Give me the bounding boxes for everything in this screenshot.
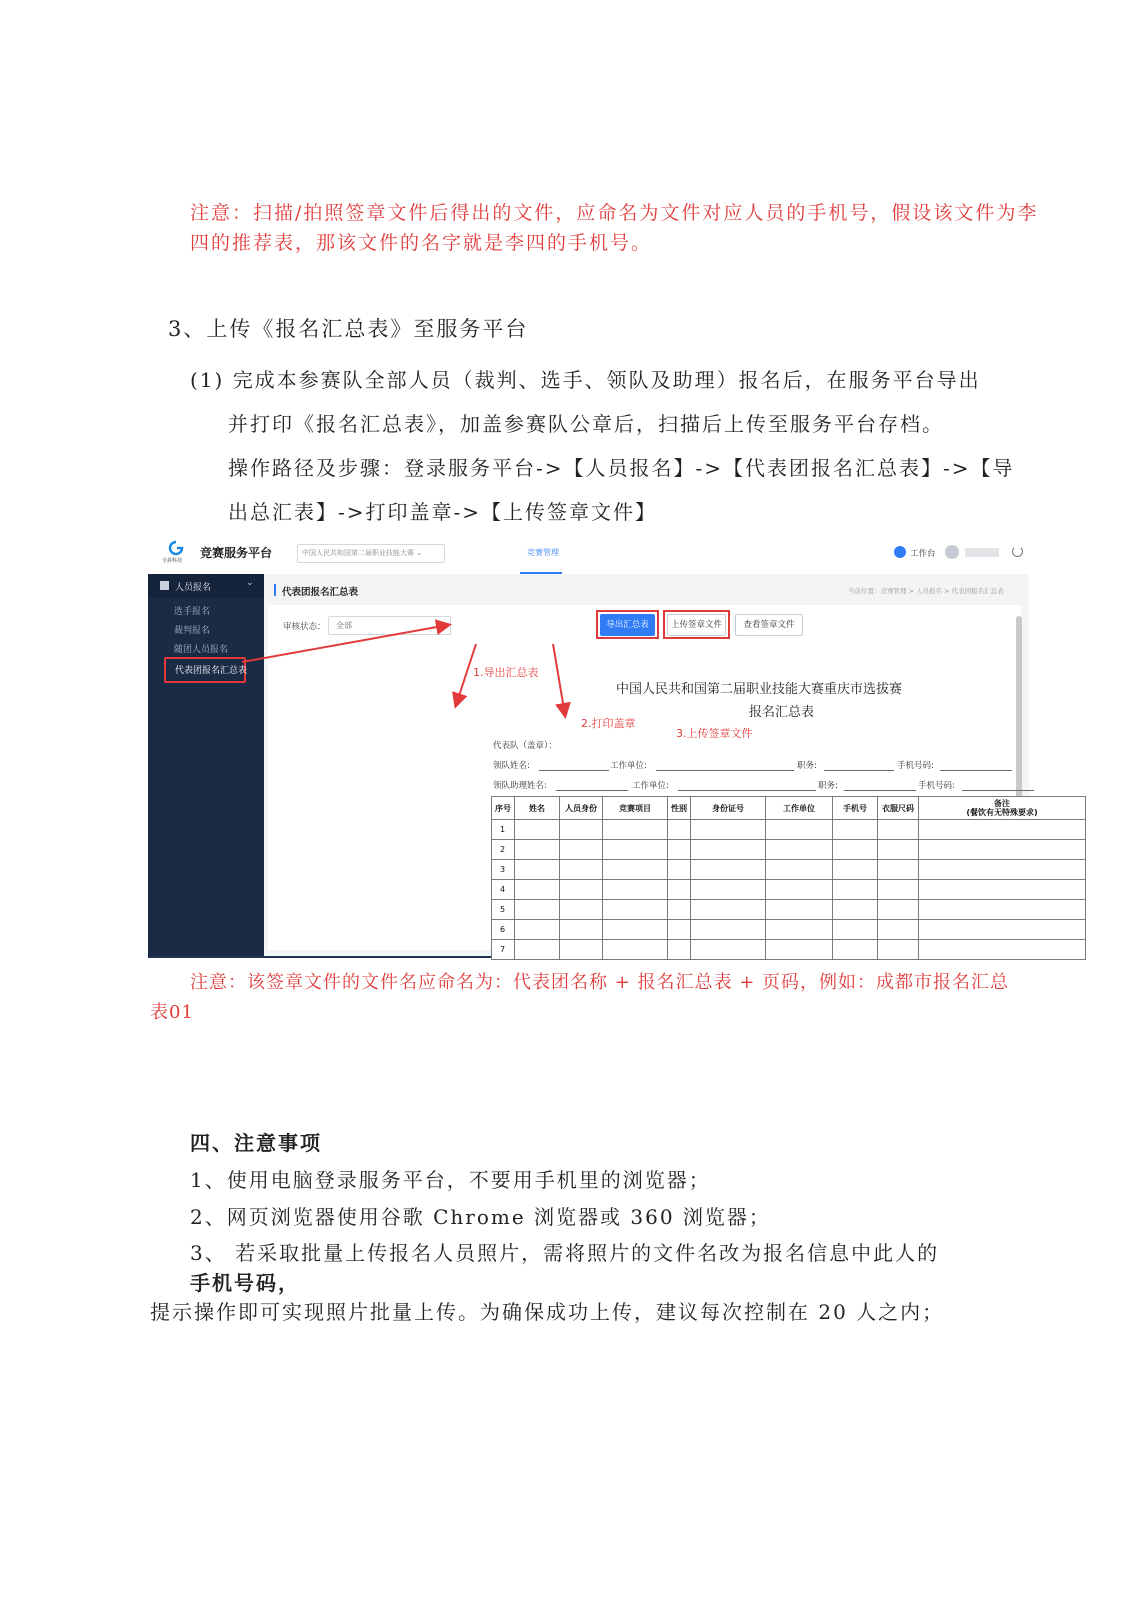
- col-header: 手机号: [833, 797, 878, 820]
- status-select[interactable]: 全部: [328, 616, 451, 635]
- assistant-phone-label: 手机号码:: [918, 781, 955, 791]
- leader-position-label: 职务:: [797, 761, 817, 771]
- sidebar-item-staff[interactable]: 随团人员报名: [174, 645, 229, 655]
- row-index: 6: [492, 920, 515, 940]
- upload-signed-button[interactable]: 上传签章文件: [667, 614, 726, 636]
- leader-phone-label: 手机号码:: [897, 761, 934, 771]
- form-subtitle: 报名汇总表: [749, 705, 815, 720]
- org-select[interactable]: 中国人民共和国第二届职业技能大赛 ⌄: [297, 544, 445, 563]
- note1-line1: 注意：扫描/拍照签章文件后得出的文件，应命名为文件对应人员的手机号，假设该文件为李: [190, 202, 1039, 224]
- annotation-export: 1.导出汇总表: [473, 666, 539, 679]
- section3-heading: 3、上传《报名汇总表》至服务平台: [168, 317, 529, 341]
- section3-line3: 操作路径及步骤：登录服务平台->【人员报名】->【代表团报名汇总表】->【导: [228, 456, 1015, 480]
- leader-unit-label: 工作单位:: [610, 761, 647, 771]
- sidebar-item-summary[interactable]: 代表团报名汇总表: [175, 666, 248, 676]
- arrow-to-export: [242, 625, 448, 662]
- note1-line2: 四的推荐表，那该文件的名字就是李四的手机号。: [190, 232, 653, 254]
- sidebar-group-label: 人员报名: [175, 583, 212, 593]
- section4-item1: 1、使用电脑登录服务平台，不要用手机里的浏览器；: [190, 1168, 711, 1192]
- arrows-overlay: [148, 532, 1029, 956]
- logo-subtitle: 全拼科技: [162, 558, 183, 564]
- col-header: 工作单位: [766, 797, 833, 820]
- form-title: 中国人民共和国第二届职业技能大赛重庆市选拔赛: [616, 682, 903, 697]
- workbench-label[interactable]: 工作台: [910, 549, 936, 559]
- section4-item2: 2、网页浏览器使用谷歌 Chrome 浏览器或 360 浏览器；: [190, 1205, 771, 1229]
- row-index: 5: [492, 900, 515, 920]
- platform-title: 竞赛服务平台: [200, 546, 273, 560]
- note2-line2: 表01: [150, 1002, 194, 1023]
- col-header-remark: 备注 (餐饮有无特殊要求): [919, 797, 1086, 820]
- section4-item3-b: 手机号码，: [190, 1271, 300, 1295]
- arrow-to-upload: [553, 644, 565, 715]
- note2-line1: 注意：该签章文件的文件名应命名为：代表团名称 + 报名汇总表 + 页码，例如：成都市报名汇总: [190, 972, 1010, 993]
- section4-item3-a: 3、 若采取批量上传报名人员照片，需将照片的文件名改为报名信息中此人的: [190, 1241, 940, 1265]
- col-header: 序号: [492, 797, 515, 820]
- nav-tab-competition[interactable]: 竞赛管理: [527, 548, 559, 557]
- row-index: 1: [492, 820, 515, 840]
- col-header: 人员身份: [560, 797, 603, 820]
- assistant-name-label: 领队助理姓名:: [493, 781, 547, 791]
- row-index: 2: [492, 840, 515, 860]
- leader-name-label: 领队姓名:: [493, 761, 530, 771]
- section3-line4: 出总汇表】->打印盖章->【上传签章文件】: [228, 500, 658, 524]
- section3-line2: 并打印《报名汇总表》，加盖参赛队公章后，扫描后上传至服务平台存档。: [228, 412, 944, 436]
- col-header: 竞赛项目: [603, 797, 668, 820]
- col-header: 身份证号: [691, 797, 766, 820]
- view-signed-button[interactable]: 查看签章文件: [735, 614, 803, 636]
- section4-item3-c: 提示操作即可实现照片批量上传。为确保成功上传，建议每次控制在 20 人之内；: [150, 1300, 945, 1324]
- platform-screenshot: [148, 532, 1038, 958]
- chevron-down-icon: ⌄: [414, 549, 423, 557]
- team-label: 代表队（盖章）：: [493, 741, 557, 751]
- arrow-to-print: [456, 644, 476, 705]
- row-index: 7: [492, 940, 515, 960]
- filter-label: 审核状态：: [283, 622, 326, 632]
- row-index: 4: [492, 880, 515, 900]
- sidebar-item-referee[interactable]: 裁判报名: [174, 626, 211, 636]
- page-title: 代表团报名汇总表: [282, 587, 359, 598]
- col-header: 衣服尺码: [878, 797, 919, 820]
- export-summary-button[interactable]: 导出汇总表: [600, 614, 655, 636]
- assistant-unit-label: 工作单位:: [632, 781, 669, 791]
- section3-line1: (1) 完成本参赛队全部人员（裁判、选手、领队及助理）报名后，在服务平台导出: [190, 368, 981, 392]
- annotation-upload: 3.上传签章文件: [676, 727, 753, 740]
- breadcrumb: 当前位置：竞赛管理 > 人员报名 > 代表团报名汇总表: [848, 587, 1004, 595]
- col-header: 姓名: [515, 797, 560, 820]
- col-header: 性别: [668, 797, 691, 820]
- annotation-print: 2.打印盖章: [581, 717, 636, 730]
- chevron-down-icon: ⌄: [246, 578, 254, 588]
- sidebar-item-athlete[interactable]: 选手报名: [174, 607, 211, 617]
- row-index: 3: [492, 860, 515, 880]
- section4-heading: 四、注意事项: [190, 1131, 322, 1155]
- assistant-position-label: 职务:: [818, 781, 838, 791]
